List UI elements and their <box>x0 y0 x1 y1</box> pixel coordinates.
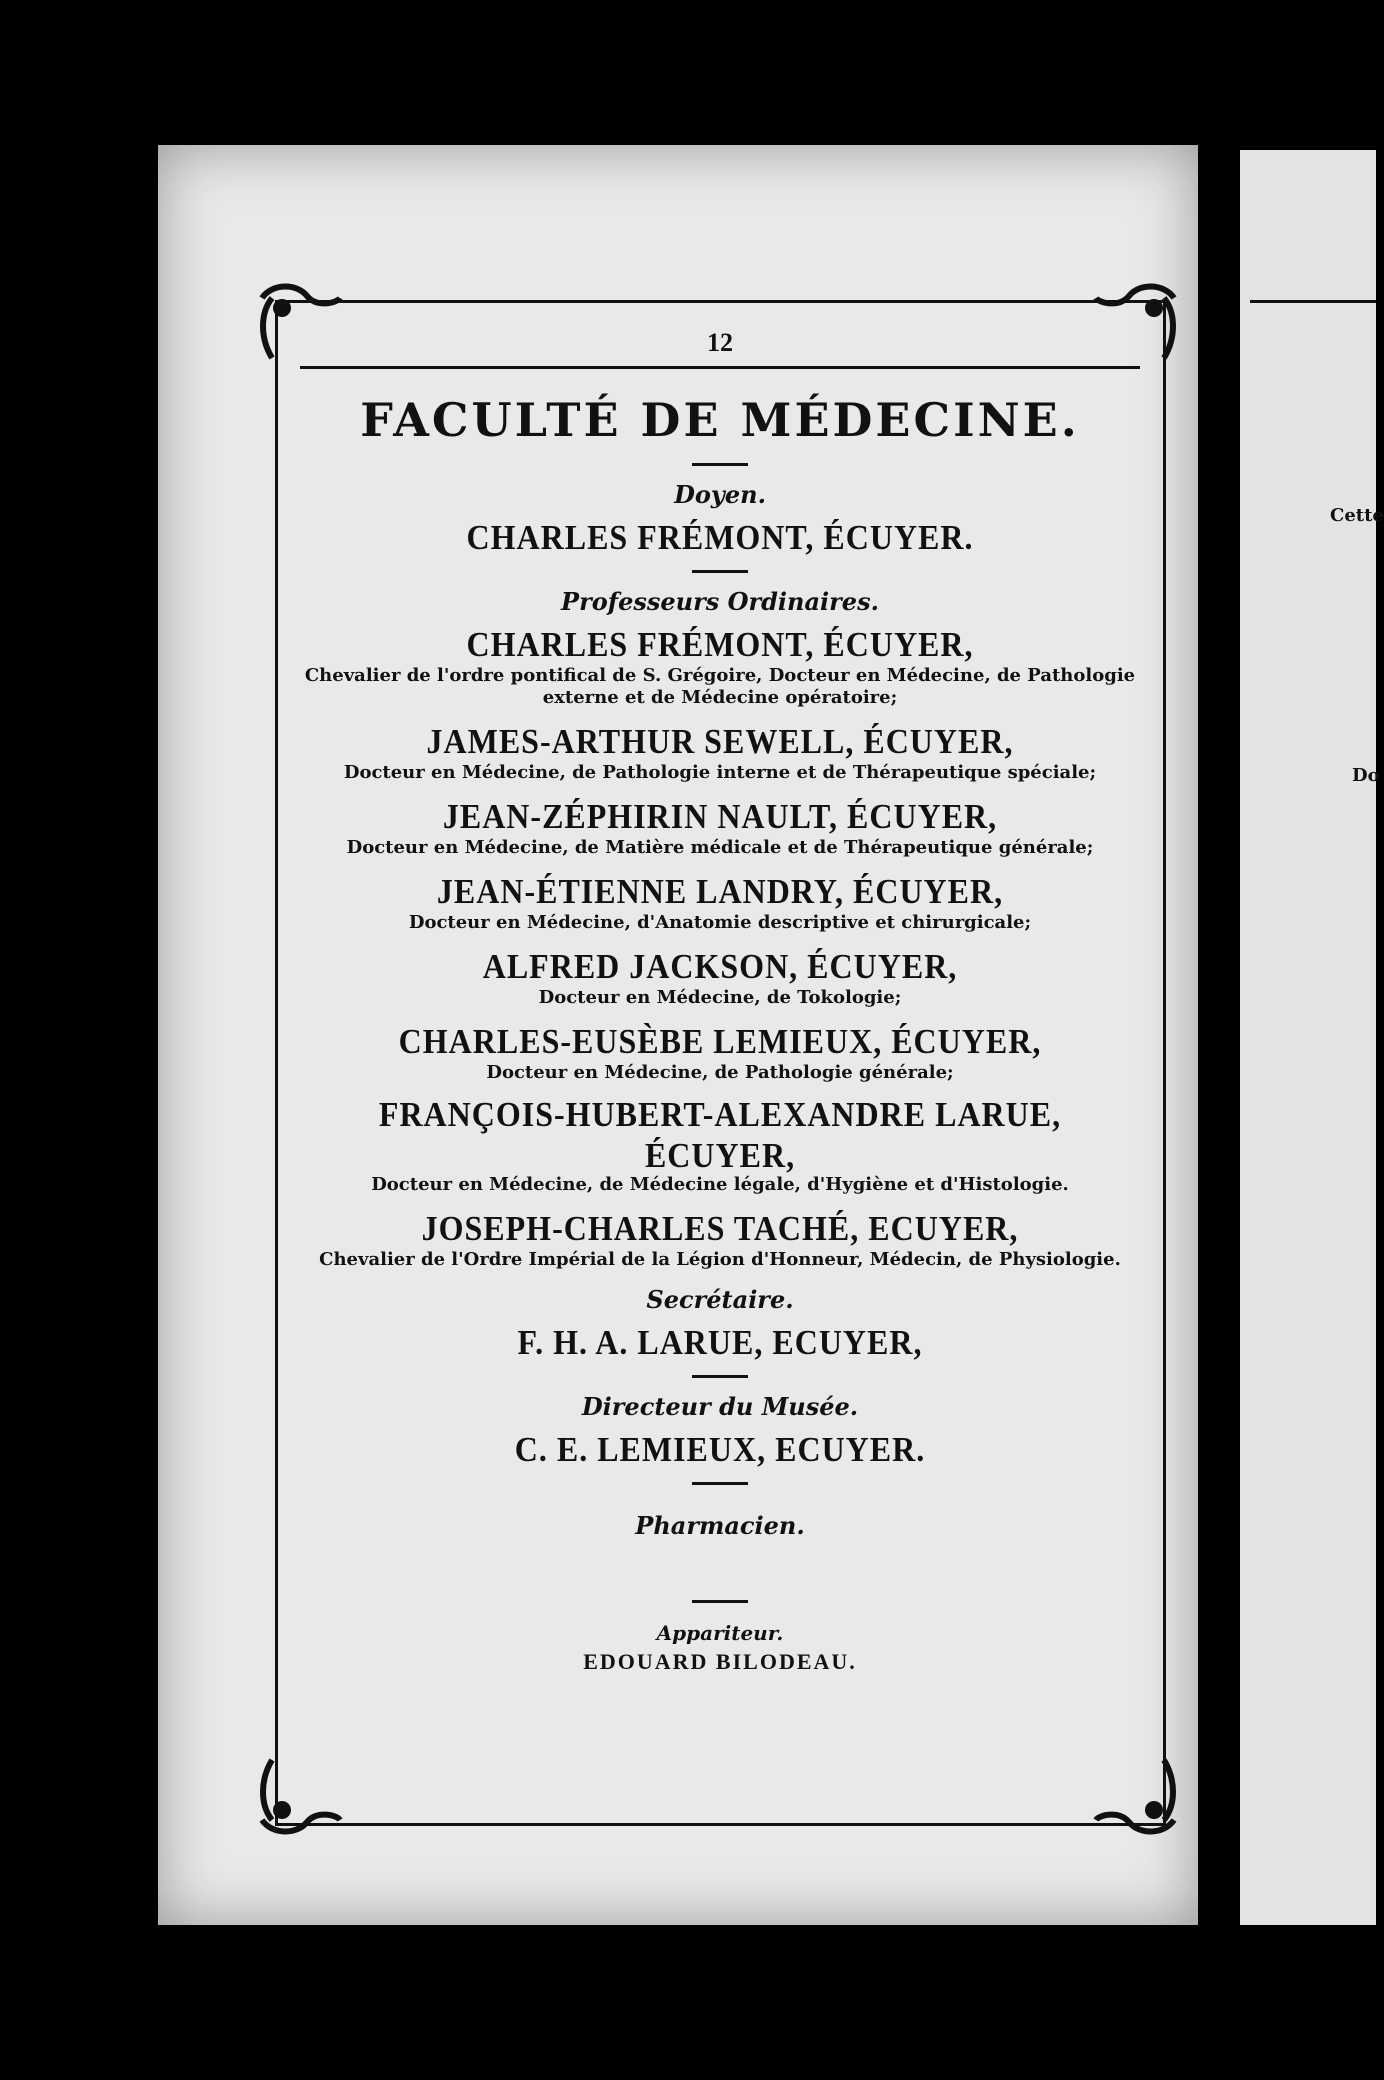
ornament-bottom-right-icon <box>1094 1750 1184 1840</box>
person-name: CHARLES FRÉMONT, ÉCUYER. <box>466 517 974 557</box>
divider <box>692 570 748 573</box>
person-name: F. H. A. LARUE, ECUYER, <box>517 1322 923 1362</box>
person-name: EDOUARD BILODEAU. <box>583 1649 857 1674</box>
divider <box>692 463 748 466</box>
person-name: JAMES-ARTHUR SEWELL, ÉCUYER, <box>426 721 1014 761</box>
divider <box>692 1482 748 1485</box>
section-label: Doyen. <box>674 480 766 509</box>
person-name: JEAN-ÉTIENNE LANDRY, ÉCUYER, <box>436 871 1004 911</box>
person-description: Docteur en Médecine, d'Anatomie descriptive et chirurgicale; <box>408 912 1032 933</box>
header-rule <box>300 366 1140 369</box>
person-name: C. E. LEMIEUX, ECUYER. <box>514 1429 926 1469</box>
person-name: JEAN-ZÉPHIRIN NAULT, ÉCUYER, <box>442 796 998 836</box>
person-description: Docteur en Médecine, de Médecine légale, d'Hygiène et d'Histologie. <box>371 1174 1069 1195</box>
person-name: FRANÇOIS-HUBERT-ALEXANDRE LARUE, ÉCUYER, <box>378 1094 1062 1175</box>
person-name: JOSEPH-CHARLES TACHÉ, ECUYER, <box>421 1208 1019 1248</box>
person-name: ALFRED JACKSON, ÉCUYER, <box>482 946 958 986</box>
person-description: Chevalier de l'Ordre Impérial de la Légion d'Honneur, Médecin, de Physiologie. <box>319 1249 1121 1270</box>
person-name: CHARLES-EUSÈBE LEMIEUX, ÉCUYER, <box>398 1021 1042 1061</box>
facing-page-fragment: Do <box>1352 765 1380 786</box>
person-description: Chevalier de l'ordre pontifical de S. Grégoire, Docteur en Médecine, de Pathologie externe et de Médecine opératoire; <box>304 665 1136 708</box>
ornament-bottom-left-icon <box>252 1750 342 1840</box>
section-label: Secrétaire. <box>646 1285 794 1314</box>
person-description: Docteur en Médecine, de Matière médicale et de Thérapeutique générale; <box>346 837 1094 858</box>
section-label: Professeurs Ordinaires. <box>561 587 879 616</box>
person-description: Docteur en Médecine, de Pathologie générale; <box>486 1062 954 1083</box>
page-content <box>300 320 1140 1675</box>
facing-page-fragment: Cette <box>1330 505 1384 526</box>
section-label: Appariteur. <box>656 1621 784 1645</box>
divider <box>692 1600 748 1603</box>
person-name: CHARLES FRÉMONT, ÉCUYER, <box>466 624 974 664</box>
divider <box>692 1375 748 1378</box>
page-title: FACULTÉ DE MÉDECINE. <box>360 393 1080 447</box>
section-label: Pharmacien. <box>635 1511 805 1540</box>
section-label: Directeur du Musée. <box>581 1392 859 1421</box>
person-description: Docteur en Médecine, de Tokologie; <box>538 987 902 1008</box>
person-description: Docteur en Médecine, de Pathologie interne et de Thérapeutique spéciale; <box>343 762 1097 783</box>
right-page-rule <box>1250 300 1376 1823</box>
page-number: 12 <box>707 328 733 357</box>
